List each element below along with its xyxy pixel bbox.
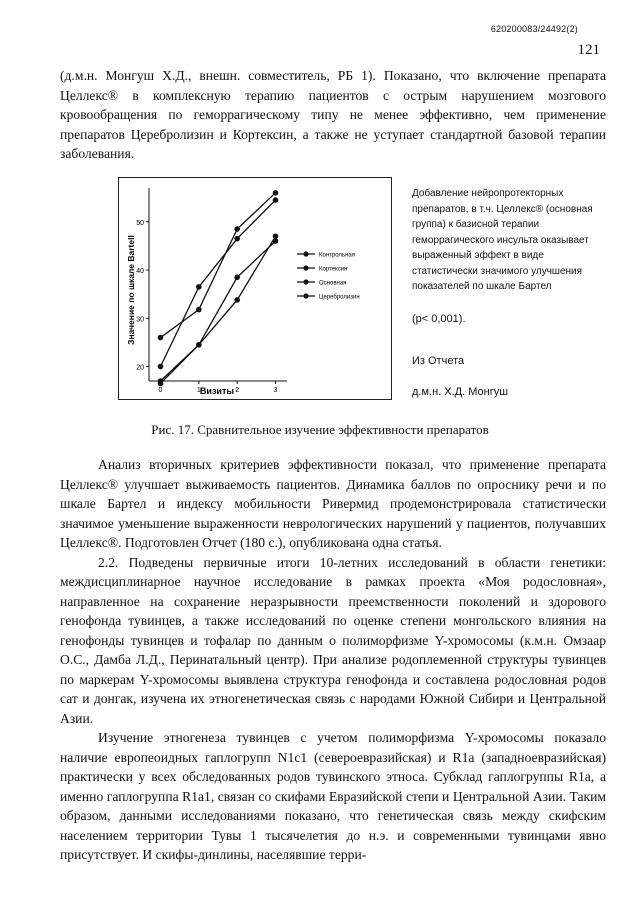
intro-text-block [60,66,606,164]
y-axis-label: Значение по шкале Bartell [126,235,136,345]
legend-label: Основная [319,280,347,287]
body-paragraph-genetics: 2.2. Подведены первичные итоги 10-летних исследований в области генетики: междисциплинарное научное исследование в рамках проекта «Моя родословная», направленное на сохранение неразрывности преемственности поколений и здорового генофонда тувинцев, а также исследований по оценке степени монгольского влияния на генофонды тувинцев и тофалар по данным о полиморфизме Y-хромосомы (к.м.н. Омзаар О.С., Дамба Л.Д., Перинатальный центр). При анализе родоплеменной структуры тувинцев по маркерам Y-хромосомы выявлена структура генофонда и составлена родословная родов сат и донгак, изучена их этногенетическая связь с народами Южной Сибири и Центральной Азии. [60,554,606,726]
legend-marker [303,265,308,270]
legend-marker [303,293,308,298]
data-point [234,226,240,232]
series-1 [158,190,279,340]
series-2 [158,197,279,369]
data-point [196,284,202,290]
x-tick-label: 1 [196,387,201,394]
figure-side-note [412,186,600,295]
document-id: 620200083/24492(2) [490,24,578,34]
data-point [234,236,240,242]
y-tick-label: 30 [136,316,144,324]
chart-axes [136,188,287,394]
body-text-block [60,455,606,865]
data-point [273,190,279,196]
legend-item [297,293,360,300]
figure-caption: Рис. 17. Сравнительное изучение эффективности препаратов [151,422,489,437]
data-point [196,342,202,348]
y-tick-label: 20 [136,364,144,372]
legend-label: Кортексин [319,266,348,273]
series-line [161,200,276,366]
legend-label: Контрольная [319,252,355,259]
body-paragraph-analysis: Анализ вторичных критериев эффективности показал, что применение препарата Целлекс® улучшает выживаемость пациентов. Динамика баллов по опроснику речи и по шкале Бартел и индексу мобильности Ривермид продемонстрировала статистически значимое уменьшение выраженности неврологических нарушений у пациентов, получавших Целлекс®. Подготовлен Отчет (180 с.), опубликована одна статья. [60,457,606,550]
x-tick-label: 0 [158,387,163,394]
chart-legend [297,251,360,300]
data-point [273,197,279,203]
line-chart [119,178,391,399]
legend-marker [303,251,308,256]
legend-label: Церебролизин [319,294,360,301]
author-note: д.м.н. Х.Д. Монгуш [412,386,509,398]
chart-frame [118,177,392,400]
chart-series [158,190,279,386]
p-value-note: (p< 0,001). [412,313,466,325]
legend-item [297,279,346,286]
legend-item [297,251,355,258]
body-paragraph-ethnogenesis: Изучение этногенеза тувинцев с учетом полиморфизма Y-хромосомы показало наличие европеоидных гаплогрупп N1c1 (североевразийская) и R1a (западноевразийская) практически у всех обследованных родов тувинского этноса. Субклад гаплогруппы R1a, а именно гаплогруппа R1a1, связан со скифами Евразийской степи и Центральной Азии. Таким образом, данными исследованиями показано, что генетическая связь между скифским населением территории Тувы 1 тысячелетия до н.э. и современными тувинцами явно присутствует. И скифы-динлины, населявшие терри- [60,730,606,862]
y-tick-label: 40 [136,268,144,276]
x-axis-label: Визиты [199,386,235,396]
intro-paragraph: (д.м.н. Монгуш Х.Д., внешн. совместитель, РБ 1). Показано, что включение препарата Целлекс® в комплексную терапию пациентов с острым нарушением мозгового кровообращения по геморрагическому типу не менее эффективно, чем применение препаратов Церебролизин и Кортексин, а также не уступает стандартной базовой терапии заболевания. [60,68,606,161]
x-tick-label: 3 [273,387,278,394]
data-point [234,297,240,303]
y-tick-label: 50 [136,219,144,227]
data-point [158,335,164,341]
data-point [196,307,202,313]
legend-item [297,265,347,272]
data-point [273,233,279,239]
data-point [158,378,164,384]
page-number: 121 [577,42,600,58]
figure-side-text: Добавление нейропротекторных препаратов, в т.ч. Целлекс® (основная группа) к базисной терапии геморрагического инсульта оказывает выраженный эффект в виде статистически значимого улучшения показателей по шкале Бартел [412,188,593,292]
data-point [234,274,240,280]
x-tick-label: 2 [235,387,240,394]
legend-marker [303,279,308,284]
data-point [158,364,164,370]
source-note: Из Отчета [412,355,465,367]
